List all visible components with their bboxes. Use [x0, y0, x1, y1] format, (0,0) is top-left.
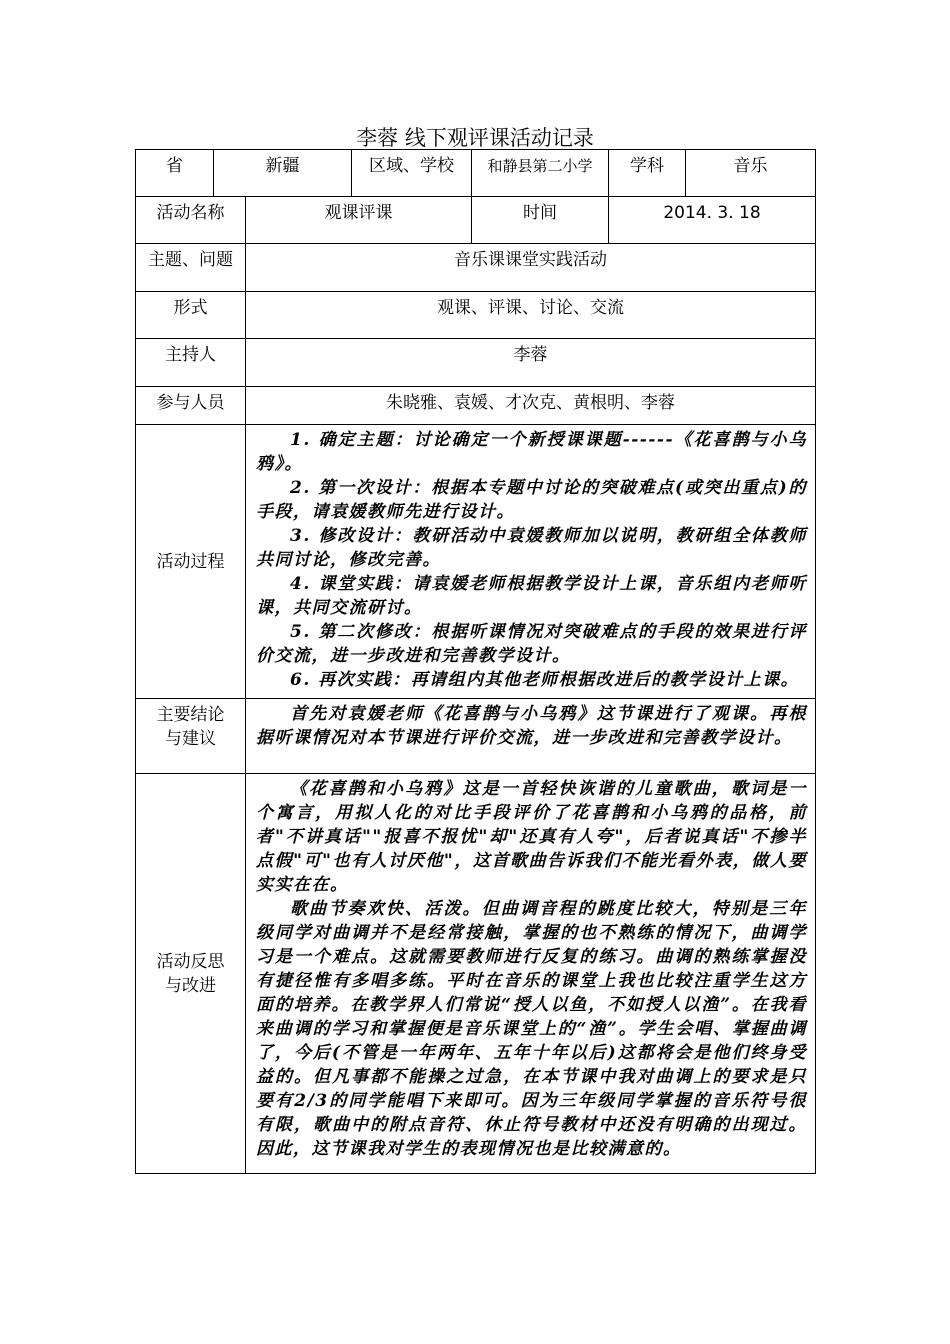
table-row	[136, 387, 816, 425]
participants-label: 参与人员	[136, 387, 246, 425]
subject-label: 学科	[609, 150, 686, 197]
time-label: 时间	[472, 197, 609, 244]
activity-name-label: 活动名称	[136, 197, 246, 244]
region-school-label: 区域、学校	[352, 150, 472, 197]
participants-value: 朱晓雅、袁媛、才次克、黄根明、李蓉	[246, 387, 816, 425]
reflection-label	[136, 774, 246, 1174]
form-label: 形式	[136, 292, 246, 339]
reflection-label-line2: 与改进	[165, 975, 216, 996]
table-row	[136, 244, 816, 292]
host-value: 李蓉	[246, 339, 816, 387]
table-row	[136, 197, 816, 244]
host-label: 主持人	[136, 339, 246, 387]
table-row	[136, 292, 816, 339]
process-content	[246, 425, 816, 699]
conclusion-content	[246, 699, 816, 774]
table-row	[136, 774, 816, 1174]
conclusion-label-line2: 与建议	[165, 729, 216, 749]
process-label: 活动过程	[136, 425, 246, 699]
conclusion-label	[136, 699, 246, 774]
activity-record-table	[135, 149, 816, 1174]
process-step: 4. 课堂实践：请袁媛老师根据教学设计上课，音乐组内老师听课，共同交流研讨。	[256, 574, 807, 618]
table-row	[136, 699, 816, 774]
table-row	[136, 339, 816, 387]
process-step: 2. 第一次设计：根据本专题中讨论的突破难点(或突出重点)的手段，请袁媛教师先进行设计。	[256, 478, 807, 522]
province-value: 新疆	[214, 150, 352, 197]
reflection-label-line1: 活动反思	[156, 951, 225, 972]
subject-value: 音乐	[686, 150, 816, 197]
process-step: 1. 确定主题：讨论确定一个新授课课题------《花喜鹊与小乌鸦》。	[256, 430, 807, 474]
process-step: 3. 修改设计：教研活动中袁媛教师加以说明，教研组全体教师共同讨论，修改完善。	[256, 526, 807, 570]
process-step: 6. 再次实践：再请组内其他老师根据改进后的教学设计上课。	[290, 670, 800, 690]
reflection-content	[246, 774, 816, 1174]
table-row	[136, 150, 816, 197]
time-value: 2014. 3. 18	[609, 197, 816, 244]
conclusion-text: 首先对袁媛老师《花喜鹊与小乌鸦》这节课进行了观课。再根据听课情况对本节课进行评价交流，进一步改进和完善教学设计。	[256, 704, 807, 748]
activity-name-value: 观课评课	[246, 197, 472, 244]
school-value: 和静县第二小学	[472, 150, 609, 197]
form-value: 观课、评课、讨论、交流	[246, 292, 816, 339]
process-step: 5. 第二次修改：根据听课情况对突破难点的手段的效果进行评价交流，进一步改进和完善教学设计。	[256, 622, 807, 666]
table-row	[136, 425, 816, 699]
province-label: 省	[136, 150, 214, 197]
reflection-paragraph: 《花喜鹊和小乌鸦》这是一首轻快诙谐的儿童歌曲，歌词是一个寓言，用拟人化的对比手段评价了花喜鹊和小乌鸦的品格，前者"不讲真话""报喜不报忧"却"还真有人夸"，后者说真话"不掺半点假"可"也有人讨厌他"，这首歌曲告诉我们不能光看外表，做人要实实在在。	[256, 779, 807, 895]
reflection-paragraph: 歌曲节奏欢快、活泼。但曲调音程的跳度比较大，特别是三年级同学对曲调并不是经常接触，掌握的也不熟练的情况下，曲调学习是一个难点。这就需要教师进行反复的练习。曲调的熟练掌握没有捷径惟有多唱多练。平时在音乐的课堂上我也比较注重学生这方面的培养。在教学界人们常说“授人以鱼，不如授人以渔”。在我看来曲调的学习和掌握便是音乐课堂上的“渔”。学生会唱、掌握曲调了，今后(不管是一年两年、五年十年以后)这都将会是他们终身受益的。但凡事都不能操之过急，在本节课中我对曲调上的要求是只要有2/3的同学能唱下来即可。因为三年级同学掌握的音乐符号很有限，歌曲中的附点音符、休止符号教材中还没有明确的出现过。因此，这节课我对学生的表现情况也是比较满意的。	[256, 899, 807, 1159]
theme-value: 音乐课课堂实践活动	[246, 244, 816, 292]
conclusion-label-line1: 主要结论	[156, 705, 225, 725]
theme-label: 主题、问题	[136, 244, 246, 292]
page-title: 李蓉 线下观评课活动记录	[356, 126, 594, 150]
